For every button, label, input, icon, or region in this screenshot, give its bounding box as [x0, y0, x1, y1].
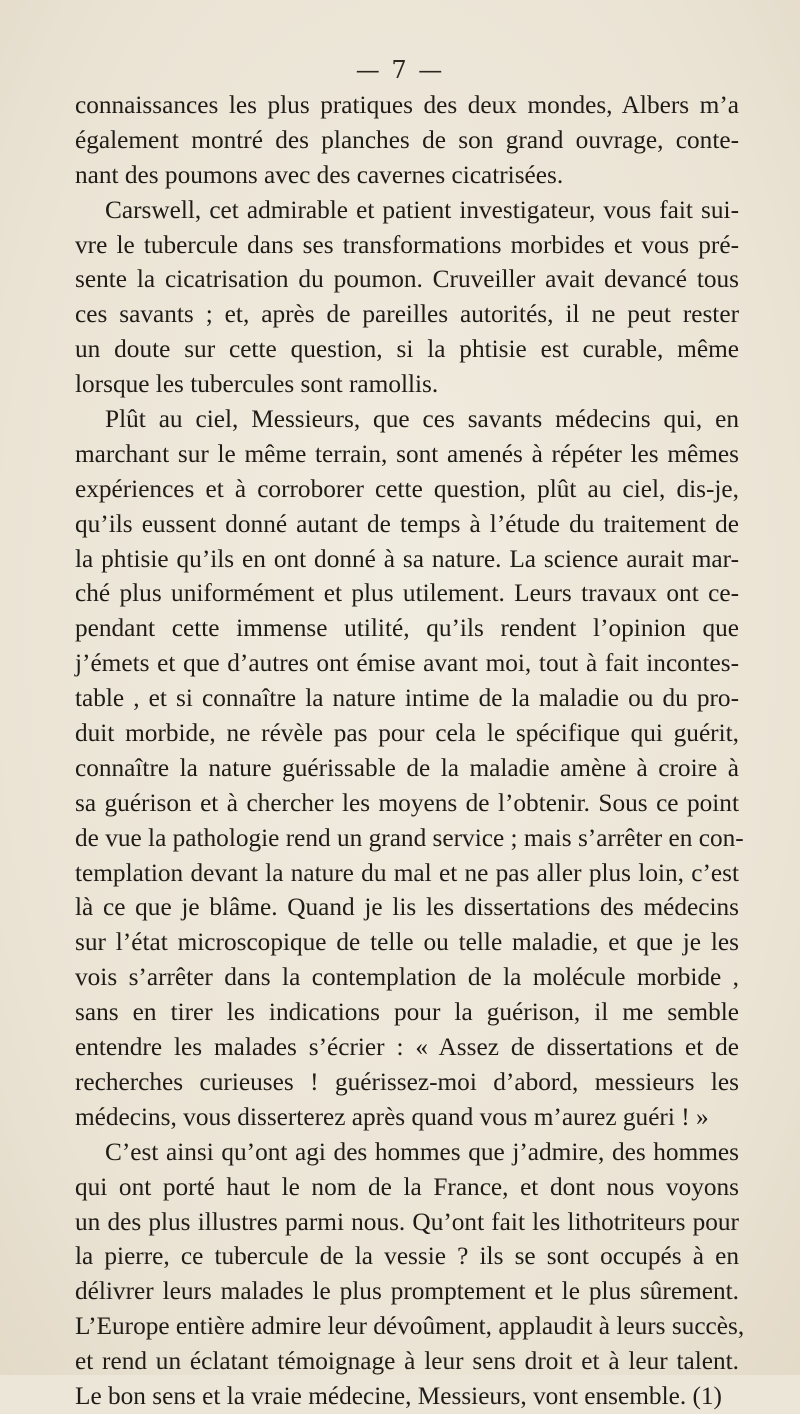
text-line: qui ont porté haut le nom de la France, et dont nous voyons	[75, 1172, 739, 1201]
text-line: duit morbide, ne révèle pas pour cela le spécifique qui guérit,	[75, 719, 739, 748]
text-line: pendant cette immense utilité, qu’ils rendent l’opinion que	[75, 614, 739, 643]
text-line: C’est ainsi qu’ont agi des hommes que j’admire, des hommes	[105, 1137, 739, 1166]
text-line: vois s’arrêter dans la contemplation de la molécule morbide ,	[75, 963, 739, 992]
text-line: sa guérison et à chercher les moyens de l’obtenir. Sous ce point	[75, 788, 739, 817]
text-line: ces savants ; et, après de pareilles autorités, il ne peut rester	[75, 300, 739, 329]
text-line: ché plus uniformément et plus utilement. Leurs travaux ont ce-	[75, 579, 739, 608]
text-line: vre le tubercule dans ses transformations morbides et vous pré-	[75, 230, 739, 259]
text-line: qu’ils eussent donné autant de temps à l’étude du traitement de	[75, 509, 739, 538]
body-text	[75, 88, 745, 1414]
text-line: templation devant la nature du mal et ne pas aller plus loin, c’est	[75, 858, 739, 887]
text-line: connaissances les plus pratiques des deux mondes, Albers m’a	[75, 91, 739, 119]
text-line: la pierre, ce tubercule de la vessie ? ils se sont occupés à en	[75, 1242, 739, 1271]
text-line: table , et si connaître la nature intime de la maladie ou du pro-	[75, 684, 739, 713]
text-line: un doute sur cette question, si la phtisie est curable, même	[75, 335, 739, 364]
text-line: connaître la nature guérissable de la maladie amène à croire à	[75, 753, 739, 782]
text-line: expériences et à corroborer cette question, plût au ciel, dis-je,	[75, 474, 739, 503]
text-line: délivrer leurs malades le plus promptement et le plus sûrement.	[75, 1277, 739, 1306]
text-line: et rend un éclatant témoignage à leur sens droit et à leur talent.	[75, 1347, 739, 1376]
text-line: nant des poumons avec des cavernes cicatrisées.	[75, 160, 564, 189]
text-line: lorsque les tubercules sont ramollis.	[75, 370, 439, 399]
text-line: également montré des planches de son grand ouvrage, conte-	[75, 125, 739, 154]
text-line: recherches curieuses ! guérissez-moi d’abord, messieurs les	[75, 1067, 739, 1096]
text-line: un des plus illustres parmi nous. Qu’ont fait les lithotriteurs pour	[75, 1207, 739, 1236]
page-number: — 7 —	[355, 56, 445, 84]
text-line: médecins, vous disserterez après quand vous m’aurez guéri ! »	[75, 1102, 709, 1131]
text-line: sans en tirer les indications pour la guérison, il me semble	[75, 998, 739, 1027]
text-line: sur l’état microscopique de telle ou telle maladie, et que je les	[75, 928, 739, 957]
text-line: entendre les malades s’écrier : « Assez de dissertations et de	[75, 1033, 739, 1062]
text-line: Carswell, cet admirable et patient investigateur, vous fait sui-	[105, 195, 739, 224]
text-line: Plût au ciel, Messieurs, que ces savants médecins qui, en	[105, 405, 739, 434]
text-line: de vue la pathologie rend un grand service ; mais s’arrêter en con-	[75, 823, 744, 852]
text-line: j’émets et que d’autres ont émise avant moi, tout à fait incontes-	[75, 649, 739, 678]
text-line: là ce que je blâme. Quand je lis les dissertations des médecins	[75, 893, 739, 922]
text-line: Le bon sens et la vraie médecine, Messieurs, vont ensemble. (1)	[75, 1381, 722, 1410]
text-line: la phtisie qu’ils en ont donné à sa nature. La science aurait mar-	[75, 544, 739, 573]
text-line: marchant sur le même terrain, sont amenés à répéter les mêmes	[75, 439, 739, 468]
text-line: L’Europe entière admire leur dévoûment, applaudit à leurs succès,	[75, 1312, 745, 1341]
text-line: sente la cicatrisation du poumon. Cruveiller avait devancé tous	[75, 265, 739, 294]
